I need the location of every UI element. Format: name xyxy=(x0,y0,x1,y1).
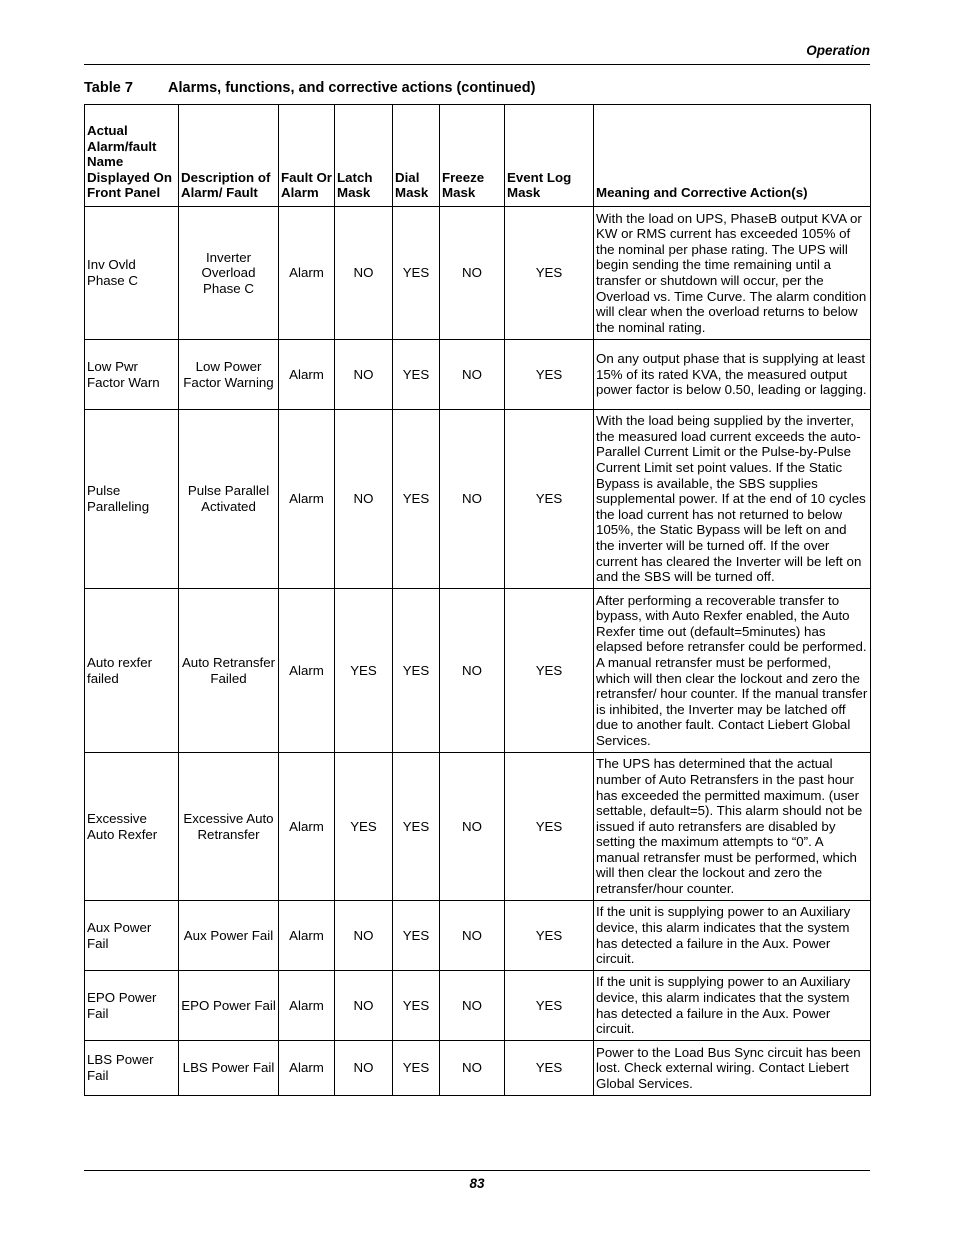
description-cell: Aux Power Fail xyxy=(179,901,279,971)
latch-mask-cell: NO xyxy=(335,410,393,589)
event-log-mask-cell: YES xyxy=(505,410,594,589)
type-cell: Alarm xyxy=(279,753,335,901)
table-row xyxy=(85,340,871,410)
meaning-cell: With the load on UPS, PhaseB output KVA or KW or RMS current has exceeded 105% of the nominal per phase rating. The UPS will begin sending the time remaining until a transfer or shutdown will occur, per the Overload vs. Time Curve. The alarm condition will clear when the overload returns to below the nominal rating. xyxy=(594,207,871,340)
column-header: Meaning and Corrective Action(s) xyxy=(594,105,871,207)
meaning-cell: With the load being supplied by the inverter, the measured load current exceeds the auto-Parallel Current Limit or the Pulse-by-Pulse Current Limit set point values. If the Static Bypass is available, the SBS supplies supplemental power. If at the end of 10 cycles the load current has not returned to below 105%, the Static Bypass will be left on and the inverter will be turned off. If the over current has cleared the Inverter will be left on and the SBS will be turned off. xyxy=(594,410,871,589)
latch-mask-cell: NO xyxy=(335,340,393,410)
description-cell: Inverter Overload Phase C xyxy=(179,207,279,340)
footer-rule xyxy=(84,1170,870,1171)
alarm-name-cell: Inv Ovld Phase C xyxy=(85,207,179,340)
column-header: Freeze Mask xyxy=(440,105,505,207)
latch-mask-cell: YES xyxy=(335,753,393,901)
column-header: Actual Alarm/fault Name Displayed On Front Panel xyxy=(85,105,179,207)
table-row xyxy=(85,971,871,1041)
event-log-mask-cell: YES xyxy=(505,207,594,340)
table-title: Alarms, functions, and corrective actions (continued) xyxy=(168,80,536,96)
page-number: 83 xyxy=(469,1176,485,1191)
dial-mask-cell: YES xyxy=(393,340,440,410)
table-row xyxy=(85,410,871,589)
description-cell: EPO Power Fail xyxy=(179,971,279,1041)
latch-mask-cell: NO xyxy=(335,207,393,340)
column-header: Latch Mask xyxy=(335,105,393,207)
event-log-mask-cell: YES xyxy=(505,901,594,971)
column-header: Dial Mask xyxy=(393,105,440,207)
description-cell: Low Power Factor Warning xyxy=(179,340,279,410)
event-log-mask-cell: YES xyxy=(505,753,594,901)
freeze-mask-cell: NO xyxy=(440,901,505,971)
description-cell: Pulse Parallel Activated xyxy=(179,410,279,589)
type-cell: Alarm xyxy=(279,207,335,340)
type-cell: Alarm xyxy=(279,410,335,589)
meaning-cell: If the unit is supplying power to an Auxiliary device, this alarm indicates that the system has detected a failure in the Aux. Power circuit. xyxy=(594,901,871,971)
alarm-name-cell: LBS Power Fail xyxy=(85,1041,179,1096)
alarm-name-cell: Aux Power Fail xyxy=(85,901,179,971)
table-caption xyxy=(84,80,535,96)
table-row xyxy=(85,753,871,901)
freeze-mask-cell: NO xyxy=(440,589,505,753)
table-number: Table 7 xyxy=(84,80,133,96)
freeze-mask-cell: NO xyxy=(440,971,505,1041)
column-header: Event Log Mask xyxy=(505,105,594,207)
alarm-name-cell: EPO Power Fail xyxy=(85,971,179,1041)
latch-mask-cell: NO xyxy=(335,901,393,971)
type-cell: Alarm xyxy=(279,901,335,971)
table-row xyxy=(85,589,871,753)
meaning-cell: After performing a recoverable transfer to bypass, with Auto Rexfer enabled, the Auto Rexfer time out (default=5minutes) has elapsed before retransfer could be performed. A manual retransfer must be performed, which will then clear the lockout and zero the retransfer/ hour counter. If the manual transfer is inhibited, the Inverter may be latched off due to another fault. Contact Liebert Global Services. xyxy=(594,589,871,753)
column-header: Description of Alarm/ Fault xyxy=(179,105,279,207)
event-log-mask-cell: YES xyxy=(505,1041,594,1096)
dial-mask-cell: YES xyxy=(393,1041,440,1096)
meaning-cell: If the unit is supplying power to an Auxiliary device, this alarm indicates that the system has detected a failure in the Aux. Power circuit. xyxy=(594,971,871,1041)
latch-mask-cell: YES xyxy=(335,589,393,753)
column-header: Fault Or Alarm xyxy=(279,105,335,207)
freeze-mask-cell: NO xyxy=(440,1041,505,1096)
freeze-mask-cell: NO xyxy=(440,207,505,340)
event-log-mask-cell: YES xyxy=(505,589,594,753)
section-header: Operation xyxy=(806,43,870,58)
freeze-mask-cell: NO xyxy=(440,340,505,410)
freeze-mask-cell: NO xyxy=(440,410,505,589)
header-row xyxy=(85,105,871,207)
event-log-mask-cell: YES xyxy=(505,971,594,1041)
description-cell: Excessive Auto Retransfer xyxy=(179,753,279,901)
type-cell: Alarm xyxy=(279,589,335,753)
type-cell: Alarm xyxy=(279,1041,335,1096)
meaning-cell: On any output phase that is supplying at least 15% of its rated KVA, the measured output power factor is below 0.50, leading or lagging. xyxy=(594,340,871,410)
header-rule xyxy=(84,64,870,65)
dial-mask-cell: YES xyxy=(393,589,440,753)
dial-mask-cell: YES xyxy=(393,410,440,589)
dial-mask-cell: YES xyxy=(393,207,440,340)
alarms-table xyxy=(84,104,871,1096)
alarm-name-cell: Low Pwr Factor Warn xyxy=(85,340,179,410)
meaning-cell: Power to the Load Bus Sync circuit has been lost. Check external wiring. Contact Liebert Global Services. xyxy=(594,1041,871,1096)
type-cell: Alarm xyxy=(279,971,335,1041)
dial-mask-cell: YES xyxy=(393,901,440,971)
table-row xyxy=(85,1041,871,1096)
description-cell: LBS Power Fail xyxy=(179,1041,279,1096)
alarm-name-cell: Pulse Paralleling xyxy=(85,410,179,589)
latch-mask-cell: NO xyxy=(335,971,393,1041)
freeze-mask-cell: NO xyxy=(440,753,505,901)
table-row xyxy=(85,901,871,971)
latch-mask-cell: NO xyxy=(335,1041,393,1096)
table-row xyxy=(85,207,871,340)
event-log-mask-cell: YES xyxy=(505,340,594,410)
dial-mask-cell: YES xyxy=(393,753,440,901)
type-cell: Alarm xyxy=(279,340,335,410)
meaning-cell: The UPS has determined that the actual number of Auto Retransfers in the past hour has exceeded the permitted maximum. (user settable, default=5). This alarm should not be issued if auto retransfers are disabled by setting the maximum attempts to “0”. A manual retransfer must be performed, which will then clear the lockout and zero the retransfer/hour counter. xyxy=(594,753,871,901)
description-cell: Auto Retransfer Failed xyxy=(179,589,279,753)
alarm-name-cell: Auto rexfer failed xyxy=(85,589,179,753)
dial-mask-cell: YES xyxy=(393,971,440,1041)
alarm-name-cell: Excessive Auto Rexfer xyxy=(85,753,179,901)
